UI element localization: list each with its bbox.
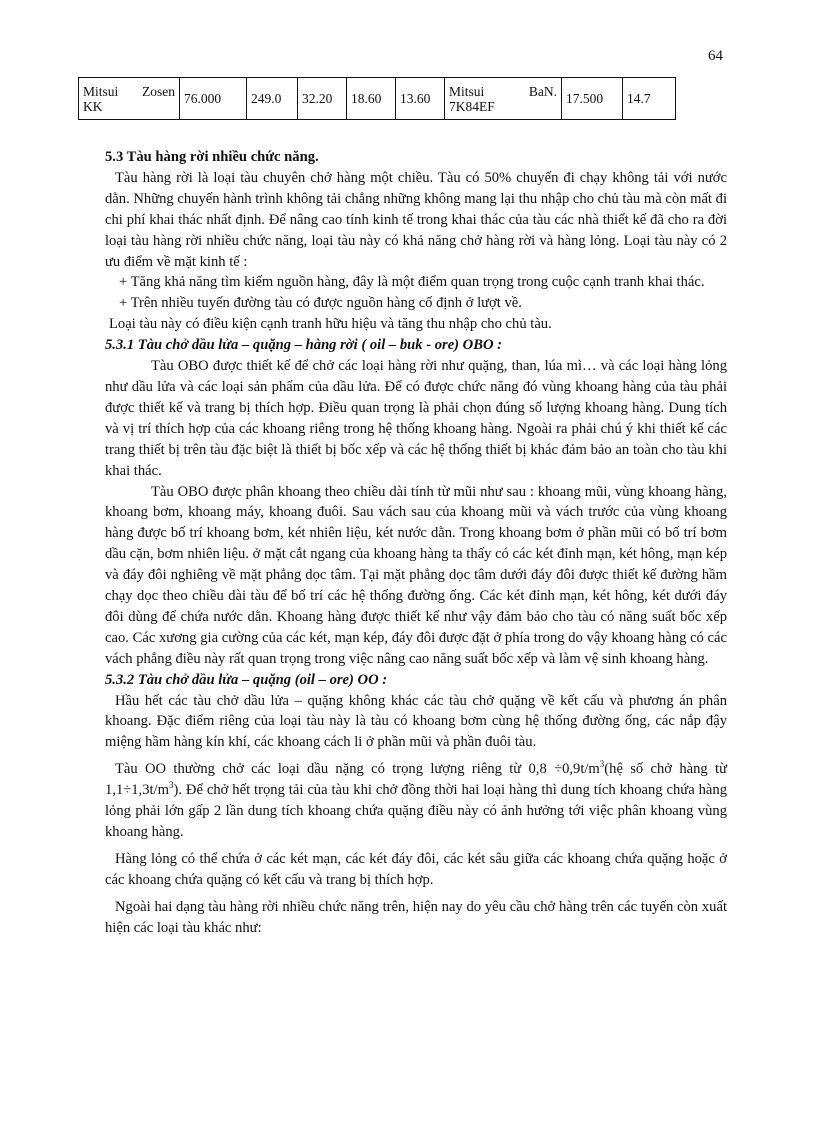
section-5-3-title: 5.3 Tàu hàng rời nhiều chức năng. <box>105 149 319 165</box>
loa-cell: 249.0 <box>247 78 298 120</box>
shipyard-word-1: Mitsui <box>83 83 119 99</box>
section-5-3-1-paragraph-2: Tàu OBO được phân khoang theo chiều dài tính từ mũi như sau : khoang mũi, vùng khoang hàng, khoang bơm, khoang máy, khoang đuôi. Sau vách sau của khoang mũi và vách trước của vùng khoang hàng được bố trí khoang bơm, két nhiên liệu, két nước dằn. Trong khoang bơm ở phần mũi có bố trí bơm dầu cặn, bơm nhiên liệu. ở mặt cắt ngang của khoang hàng ta thấy có các két đỉnh mạn, két hông, mạn kép và đáy đôi nghiêng về mặt phẳng dọc tâm. Tại mặt phẳng dọc tâm dưới đáy đôi được thiết kế đường hầm chạy dọc theo chiều dài tàu để bố trí các hệ thống đường ống. Các két đỉnh mạn, két hông, két dưới đáy đôi dùng để chứa nước dằn. Khoang hàng được thiết kế như vậy đảm bảo cho tàu có năng suất bốc xếp cao. Các xương gia cường của các két, mạn kép, đáy đôi được đặt ở phía trong do vậy khoang hàng có các vách phẳng điều này rất quan trọng trong việc nâng cao năng suất bốc xếp và làm vệ sinh khoang hàng. <box>105 483 727 667</box>
density-text-b: (hệ số chở hàng từ 1,1÷1,3t/m <box>105 761 727 799</box>
section-5-3-1-title: 5.3.1 Tàu chở dầu lửa – quặng – hàng rời ( oil – buk - ore) OBO : <box>105 337 502 354</box>
density-text-a: Tàu OO thường chở các loại dầu nặng có trọng lượng riêng từ 0,8 ÷0,9t/m <box>115 761 600 778</box>
section-5-3-2-paragraph-4: Ngoài hai dạng tàu hàng rời nhiều chức năng trên, hiện nay do yêu cầu chở hàng trên các tuyến còn xuất hiện các loại tàu khác như: <box>105 898 727 936</box>
section-5-3-2-paragraph-1: Hầu hết các tàu chở dầu lửa – quặng không khác các tàu chở quặng về kết cấu và phương án phân khoang. Đặc điểm riêng của loại tàu này là tàu có khoang bơm cùng hệ thống đường ống, các nắp đậy miệng hầm hàng kín khí, các khoang cách li ở phần mũi và phần đuôi tàu. <box>105 692 727 751</box>
depth-cell: 18.60 <box>347 78 396 120</box>
engine-cell <box>445 78 562 120</box>
section-5-3-2-paragraph-3: Hàng lỏng có thể chứa ở các két mạn, các két đáy đôi, các két sâu giữa các khoang chứa quặng hoặc ở các khoang chứa quặng có kết cấu và trang bị thích hợp. <box>105 850 727 888</box>
speed-cell: 14.7 <box>623 78 676 120</box>
engine-word-3: 7K84EF <box>449 98 495 114</box>
draft-cell: 13.60 <box>396 78 445 120</box>
shipyard-cell <box>79 78 180 120</box>
ship-spec-table <box>78 77 676 120</box>
engine-word-2: BaN. <box>528 83 557 99</box>
section-5-3-bullet-2: + Trên nhiều tuyến đường tàu có được nguồn hàng cố định ở lượt về. <box>119 295 522 312</box>
page-number: 64 <box>708 48 723 64</box>
breadth-cell: 32.20 <box>298 78 347 120</box>
section-5-3-paragraph-1: Tàu hàng rời là loại tàu chuyên chở hàng một chiều. Tàu có 50% chuyến đi chạy không tải với nước dằn. Những chuyến hành trình không tải chẳng những không mang lại thu nhập cho chủ tàu mà còn mất đi chi phí khai thác nhất định. Để nâng cao tính kinh tế trong khai thác của tàu các nhà thiết kế đã cho ra đời loại tàu hàng rời nhiều chức năng, loại tàu này có khả năng chở hàng rời và hàng lỏng. Loại tàu này có 2 ưu điểm về mặt kinh tế : <box>105 169 727 270</box>
section-5-3-paragraph-2: Loại tàu này có điều kiện cạnh tranh hữu hiệu và tăng thu nhập cho chủ tàu. <box>109 316 552 333</box>
section-5-3-2-title: 5.3.2 Tàu chở dầu lửa – quặng (oil – ore) OO : <box>105 671 388 688</box>
density-text-c: ). Để chở hết trọng tải của tàu khi chở đồng thời hai loại hàng thì dung tích khoang chứa hàng lỏng phải lớn gấp 2 lần dung tích khoang chứa quặng điều này có ảnh hưởng tới việc phân khoang vùng khoang hàng. <box>105 782 727 840</box>
section-5-3-2-paragraph-2 <box>105 759 727 843</box>
dwt-cell: 76.000 <box>180 78 247 120</box>
page-content <box>105 147 727 939</box>
shipyard-word-2: Zosen <box>142 83 175 99</box>
engine-word-1: Mitsui <box>449 83 485 99</box>
section-5-3-1-paragraph-1: Tàu OBO được thiết kế để chở các loại hàng rời như quặng, than, lúa mì… và các loại hàng lỏng như dầu lửa và các loại sản phẩm của dầu lửa. Để có được chức năng đó vùng khoang hàng của tàu phải được thiết kế và trang bị thích hợp. Điều quan trọng là phải chọn đúng số lượng khoang hàng. Dung tích và vị trí thích hợp của các khoang riêng trong hệ thống khoang hàng. Ngoài ra phải chú ý khi thiết kế các trang thiết bị trên tàu đặc biệt là thiết bị bốc xếp và các hệ thống thiết bị khác đảm bảo an toàn cho tàu khi khai thác. <box>105 358 727 479</box>
power-cell: 17.500 <box>562 78 623 120</box>
table-row <box>79 78 676 120</box>
shipyard-word-3: KK <box>83 98 103 114</box>
cubic-superscript-1: 3 <box>599 759 605 770</box>
section-5-3-bullet-1: + Tăng khả năng tìm kiếm nguồn hàng, đây là một điểm quan trọng trong cuộc cạnh tranh khai thác. <box>119 274 705 291</box>
cubic-superscript-2: 3 <box>168 780 174 791</box>
